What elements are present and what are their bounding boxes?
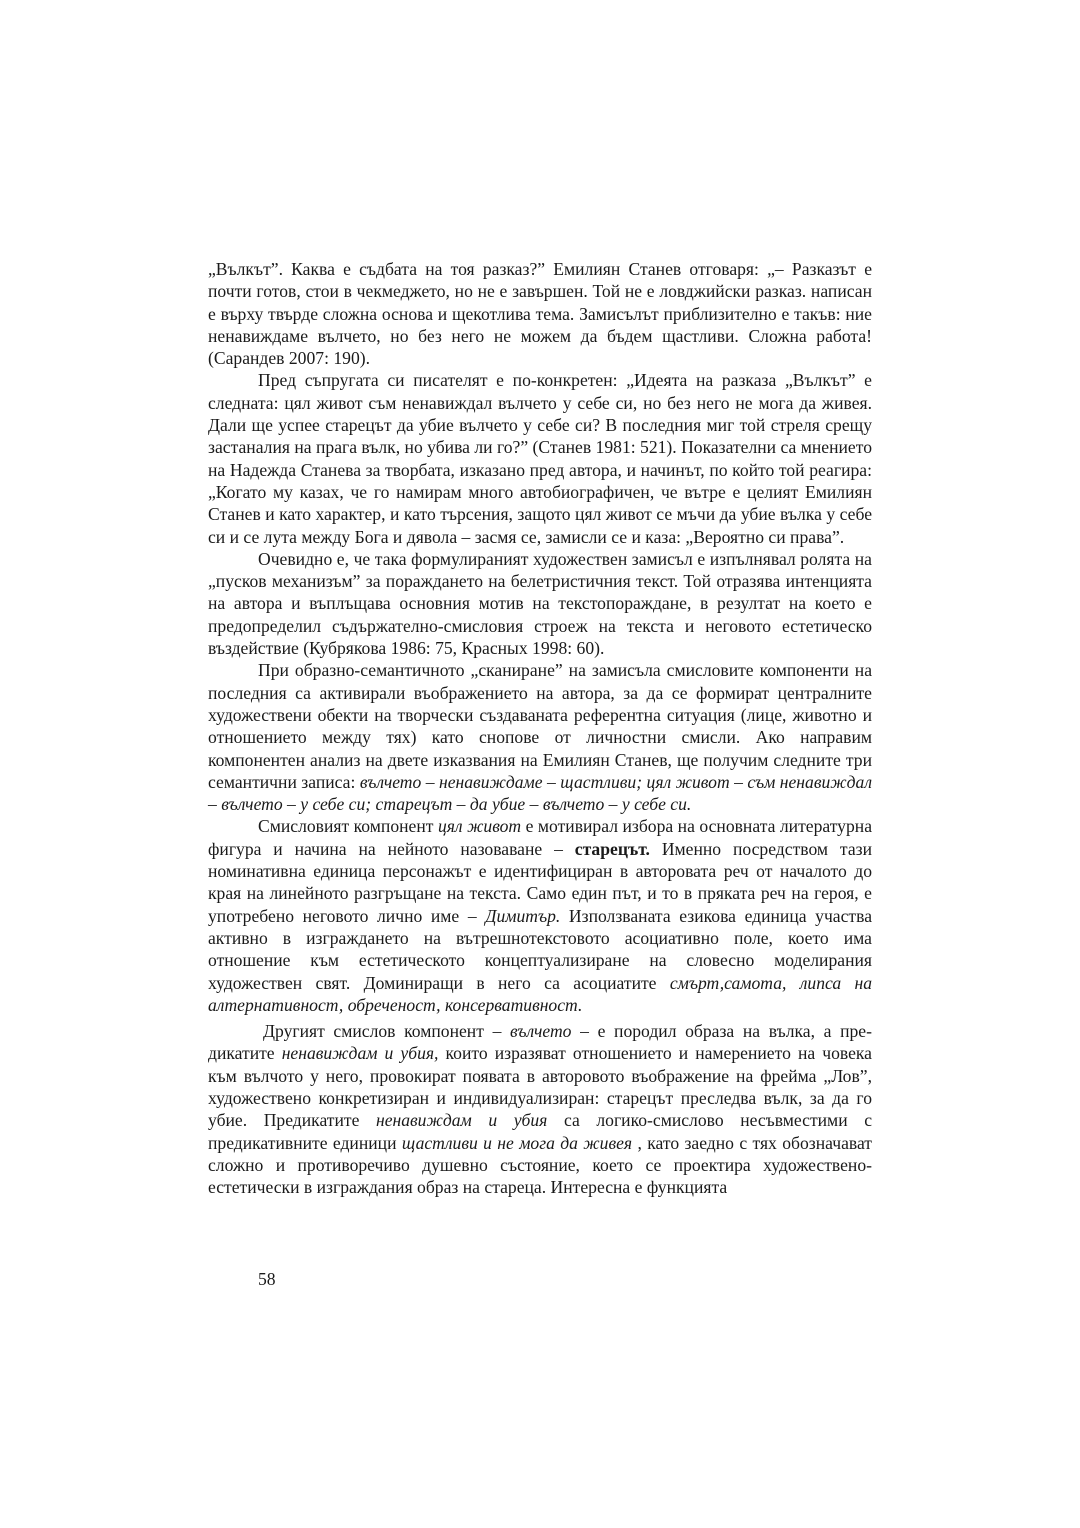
italic-text: вълчето bbox=[510, 1021, 572, 1042]
text-run: Използваната езикова единица участва активно в изграждането на вътрешнотекстовото асоциативно поле, което има отношение към естетическото концептуализиране на словесно моделирания художествен свят. Доминиращи в него са асоциатите bbox=[208, 905, 873, 993]
paragraph bbox=[208, 548, 872, 659]
text-run: Именно посредством тази номинативна единица персонажът е идентифициран в авторовата реч от началото до края на линейното разгръщане на текста. Само един път, и то в пряката реч на героя, е употребено неговото лично име – bbox=[208, 838, 872, 926]
paragraph bbox=[208, 1020, 872, 1198]
text-run: са логико-смислово несъвместими с предикативните единици bbox=[208, 1110, 873, 1153]
text-run: „Вълкът”. Каква е съдбата на тоя разказ?” Емилиян Станев отговаря: „– Разказът е почти готов, стои в чекмеджето, но не е завършен. Той не е ловджийски разказ. написан е върху твърде сложна основа и щекотлива тема. Замисълът приблизително е такъв: ние ненавиждаме вълчето, но без него не можем да бъдем щастливи. Сложна работа! (Сарандев 2007: 190). bbox=[208, 259, 872, 369]
italic-text: Димитър. bbox=[485, 905, 561, 926]
text-run: , като заедно с тях обозначават сложно и противоречиво душевно състояние, което се проектира художествено-естетически в изграждания образ на стареца. Интересна е функцията bbox=[208, 1132, 872, 1198]
text-run: При образно-семантичното „сканиране” на замисъла смисловите компоненти на последния са активирали въображението на автора, за да се формират централните художествени обекти на творчески създаваната референтна ситуация (лице, животно и отношението между тях) като снопове от личностни смисли. Ако направим компонентен анализ на двете изказвания на Емилиян Станев, ще получим следните три семантични записа: bbox=[208, 660, 872, 792]
paragraph bbox=[208, 258, 872, 369]
paragraph bbox=[208, 815, 872, 1016]
bold-text: старецът. bbox=[574, 838, 650, 859]
paragraph bbox=[208, 369, 872, 547]
italic-text: щастливи и не мога да живея bbox=[401, 1132, 633, 1153]
italic-text: вълчето – ненавиждаме – щастливи; цял живот – съм ненавиждал – вълчето – у себе си; старецът – да убие – вълчето – у себе си. bbox=[208, 771, 873, 815]
italic-text: ненавиждам и убия, bbox=[281, 1043, 439, 1064]
text-run: е мотивирал избора на основната литературна фигура и начина на нейното назоваване – bbox=[208, 816, 873, 859]
text-run: Очевидно е, че така формулираният художествен замисъл е изпълнявал ролята на „пусков механизъм” за пораждането на белетристичния текст. Той отразява интенцията на автора и въплъщава основния мотив на текстопораждане, в резултат на което е предопределил съдържателно-смисловия строеж на текста и неговото естетическо въздействие (Кубрякова 1986: 75, Красных 1998: 60). bbox=[208, 548, 872, 659]
text-run: Пред съпругата си писателят е по-конкретен: „Идеята на разказа „Вълкът” е следната: цял живот съм ненавиждал вълчето у себе си, но без него не мога да живея. Дали ще успее старецът да убие вълчето у себе си? В последния миг той стреля срещу застаналия на прага вълк, но убива ли го?” (Станев 1981: 521). Показателни са мнението на Надежда Станева за творбата, изказано пред автора, и начинът, по който той реагира: „Когато му казах, че го намирам много автобиографичен, че вътре е целият Емилиян Станев и като характер, и като търсения, защото цял живот се мъчи да убие вълка у себе си и се лута между Бога и дявола – засмя се, замисли се и каза: „Вероятно си права”. bbox=[208, 370, 872, 547]
text-run: Другият смислов компонент – bbox=[263, 1021, 511, 1042]
italic-text: цял живот bbox=[437, 816, 522, 837]
text-run: – е породил образа на вълка, а предикатите bbox=[208, 1021, 872, 1064]
paragraph bbox=[208, 659, 872, 815]
text-run: Смисловият компонент bbox=[258, 816, 438, 837]
page-number: 58 bbox=[258, 1269, 276, 1289]
italic-text: смърт,самота, липса на алтернативност, обреченост, консервативност. bbox=[208, 972, 872, 1015]
italic-text: ненавиждам и убия bbox=[375, 1110, 548, 1131]
text-run: които изразяват отношението и намерението на човека към вълчото у него, провокират появата в авторовото въображение на фрейма „Лов”, художествено конкретизиран и индивидуализиран: старецът преследва вълк, за да го убие. Предикатите bbox=[208, 1043, 872, 1131]
body-text bbox=[208, 258, 872, 1198]
